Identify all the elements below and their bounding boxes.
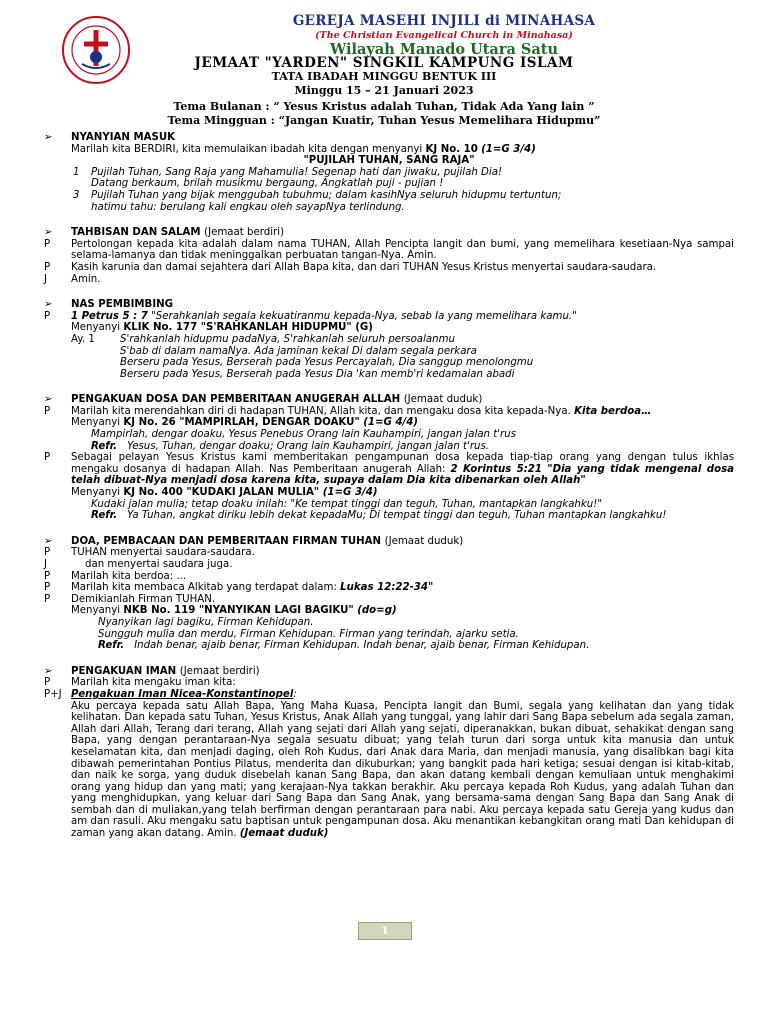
section-heading: ➢ TAHBISAN DAN SALAM (Jemaat berdiri) xyxy=(44,227,285,239)
song-title: NKB No. 119 "NYANYIKAN LAGI BAGIKU" xyxy=(123,605,354,617)
weekly-theme: Tema Mingguan : “Jangan Kuatir, Tuhan Yesus Memelihara Hidupmu” xyxy=(167,114,601,127)
congregation-name: JEMAAT "YARDEN" SINGKIL KAMPUNG ISLAM xyxy=(194,55,574,71)
section-tahbisan-dan-salam: ➢ TAHBISAN DAN SALAM (Jemaat berdiri) P Pertolongan kepada kita adalah dalam nama TUHAN, Allah Pencipta langit dan bumi, yang memelihara kesetiaan-Nya sampai selama-lamanya dan tidak meninggalkan perbuatan tangan-Nya. Amin. P Kasih karunia dan damai sejahtera dari Allah Bapa kita, dan dari TUHAN Yesus Kristus menyertai saudara-saudara. J Amin. xyxy=(44,227,734,285)
song-title: KJ No. 26 "MAMPIRLAH, DENGAR DOAKU" xyxy=(123,417,360,429)
song-title: KLIK No. 177 "S'RAHKANLAH HIDUPMU" (G) xyxy=(123,322,373,334)
section-heading: ➢ PENGAKUAN DOSA DAN PEMBERITAAN ANUGERAH ALLAH (Jemaat duduk) xyxy=(44,394,483,406)
arrow-bullet-icon: ➢ xyxy=(44,665,53,677)
creed-text: Aku percaya kepada satu Allah Bapa, Yang Maha Kuasa, Pencipta langit dan Bumi, segala yang kelihatan dan yang tidak kelihatan. Dan kepada satu Tuhan, Yesus Kristus, Anak Allah yang tunggal, yang lahir dari Sang Bapa sebelum ada segala zaman, Allah dari Allah, Terang dari terang, Allah yang sejati dari Allah yang sejati, diperanakkan, bukan dibuat, sehakikat dengan sang Bapa, yang dengan perantaraan-Nya segala sesuatu dibuat; yang telah turun dari sorga untuk kita manusia dan untuk keselamatan kita, dan menjadi daging, oleh Roh Kudus, dari Anak dara Maria, dan menjadi manusia, yang disalibkan bagi kita dibawah pemerintahan Pontius Pilatus, menderita dan dikuburkan; yang bangkit pada hari ketiga; sesuai dengan isi kitab-kitab, dan naik ke sorga, yang duduk disebelah kanan Sang Bapa, dan akan datang kembali dengan kemuliaan untuk menghakimi orang yang hidup dan yang mati; yang kerajaan-Nya takkan berakhir. Aku percaya kepada Roh Kudus, yang adalah Tuhan dan yang menghidupkan, yang keluar dari Sang Bapa dan Sang Anak, yang bersama-sama dengan Sang Bapa dan Sang Anak di sembah dan di muliakan,yang telah berfirman dengan perantaraan para nabi. Aku percaya kepada satu Gereja yang kudus dan am dan rasuli. Aku mengaku satu baptisan untuk pengampunan dosa. Aku menantikan kebangkitan orang mati Dan kehidupan di zaman yang akan datang. Amin. (Jemaat duduk) xyxy=(71,700,734,840)
section-pengakuan-iman: ➢ PENGAKUAN IMAN (Jemaat berdiri) P Marilah kita mengaku iman kita: P+J Pengakuan Iman Nicea-Konstantinopel: Aku percaya kepada satu Allah Bapa, Yang Maha Kuasa, Pencipta langit dan Bumi, segala yang kelihatan dan yang tidak kelihatan. Dan kepada satu Tuhan, Yesus Kristus, Anak Allah yang tunggal, yang lahir dari Sang Bapa sebelum ada segala zaman, Allah dari Allah, Terang dari terang, Allah yang sejati dari Allah yang sejati, diperanakkan, bukan dibuat, sehakikat dengan sang Bapa, yang dengan perantaraan-Nya segala sesuatu dibuat; yang telah turun dari sorga untuk kita manusia dan untuk keselamatan kita, dan menjadi daging, oleh Roh Kudus, dari Anak dara Maria, dan menjadi manusia, yang disalibkan bagi kita dibawah pemerintahan Pontius Pilatus, menderita dan dikuburkan; yang bangkit pada hari ketiga; sesuai dengan isi kitab-kitab, dan naik ke sorga, yang duduk disebelah kanan Sang Bapa, dan akan datang kembali dengan kemuliaan untuk menghakimi orang yang hidup dan yang mati; yang kerajaan-Nya takkan berakhir. Aku percaya kepada Roh Kudus, yang adalah Tuhan dan yang menghidupkan, yang keluar dari Sang Bapa dan Sang Anak, yang bersama-sama dengan Sang Bapa dan Sang Anak di sembah dan di muliakan,yang telah berfirman dengan perantaraan para nabi. Aku percaya kepada satu Gereja yang kudus dan am dan rasuli. Aku mengaku satu baptisan untuk pengampunan dosa. Aku menantikan kebangkitan orang mati Dan kehidupan di zaman yang akan datang. Amin. (Jemaat duduk) xyxy=(44,665,734,840)
arrow-bullet-icon: ➢ xyxy=(44,132,53,143)
section-nas-pembimbing: ➢ NAS PEMBIMBING P 1 Petrus 5 : 7 "Serahkanlah segala kekuatiranmu kepada-Nya, sebab Ia yang memelihara kamu." Menyanyi KLIK No. 177 "S'RAHKANLAH HIDUPMU" (G) Ay. 1 S'rahkanlah hidupmu padaNya, S'rahkanlah seluruh persoalanmu S'bab di dalam namaNya. Ada jaminan kekal Di dalam segala perkara Berseru pada Yesus, Berserah pada Yesus Percayalah, Dia sanggup menolongmu Berseru pada Yesus, Berserah pada Yesus Dia 'kan memb'ri kedamaian abadi xyxy=(44,299,734,380)
section-doa-pembacaan: ➢ DOA, PEMBACAAN DAN PEMBERITAAN FIRMAN TUHAN (Jemaat duduk) P TUHAN menyertai saudara-saudara. J dan menyertai saudara juga. P Marilah kita berdoa: ... P Marilah kita membaca Alkitab yang terdapat dalam: Lukas 12:22-34" P Demikianlah Firman TUHAN. Menyanyi NKB No. 119 "NYANYIKAN LAGI BAGIKU" (do=g) Nyanyikan lagi bagiku, Firman Kehidupan. Sungguh mulia dan merdu, Firman Kehidupan. Firman yang terindah, ajarku setia. Refr. Indah benar, ajaib benar, Firman Kehidupan. Indah benar, ajaib benar, Firman Kehidupan. xyxy=(44,536,734,652)
song-title: KJ No. 400 "KUDAKI JALAN MULIA" xyxy=(123,487,320,499)
church-name: GEREJA MASEHI INJILI di MINAHASA xyxy=(292,13,596,29)
section-heading: ➢ PENGAKUAN IMAN (Jemaat berdiri) xyxy=(44,665,260,677)
region-name: Wilayah Manado Utara Satu xyxy=(329,41,559,58)
verse: 1 Pujilah Tuhan, Sang Raja yang Mahamulia! Segenap hati dan jiwaku, pujilah Dia! xyxy=(73,166,503,178)
section-heading: ➢ DOA, PEMBACAAN DAN PEMBERITAAN FIRMAN TUHAN (Jemaat duduk) xyxy=(44,535,464,547)
section-heading: ➢ NAS PEMBIMBING xyxy=(44,299,173,311)
creed-title: Pengakuan Iman Nicea-Konstantinopel xyxy=(71,688,294,700)
arrow-bullet-icon: ➢ xyxy=(44,227,53,239)
arrow-bullet-icon: ➢ xyxy=(44,299,53,311)
liturgy-body xyxy=(44,132,734,840)
monthly-theme: Tema Bulanan : “ Yesus Kristus adalah Tuhan, Tidak Ada Yang lain ” xyxy=(173,100,595,113)
song-title: "PUJILAH TUHAN, SANG RAJA" xyxy=(303,155,475,167)
section-pengakuan-dosa: ➢ PENGAKUAN DOSA DAN PEMBERITAAN ANUGERAH ALLAH (Jemaat duduk) P Marilah kita merendahkan diri di hadapan TUHAN, Allah kita, dan mengaku dosa kita kepada-Nya. Kita berdoa… Menyanyi KJ No. 26 "MAMPIRLAH, DENGAR DOAKU" (1=G 4/4) Mampirlah, dengar doaku, Yesus Penebus Orang lain Kauhampiri, jangan jalan t'rus Refr. Yesus, Tuhan, dengar doaku; Orang lain Kauhampiri, jangan jalan t'rus. P Sebagai pelayan Yesus Kristus kami memberitakan pengampunan dosa kepada tiap-tiap orang yang dengan tulus ikhlas mengaku dosanya di hadapan Allah. Nas Pemberitaan anugerah Allah: 2 Korintus 5:21 "Dia yang tidak mengenal dosa telah dibuat-Nya menjadi dosa karena kita, supaya dalam Dia kita dibenarkan oleh Allah" Menyanyi KJ No. 400 "KUDAKI JALAN MULIA" (1=G 3/4) Kudaki jalan mulia; tetap doaku inilah: "Ke tempat tinggi dan teguh, Tuhan, mantapkan langkahku!" Refr. Ya Tuhan, angkat diriku lebih dekat kepadaMu; Di tempat tinggi dan teguh, Tuhan mantapkan langkahku! xyxy=(44,394,735,522)
section-heading: ➢ NYANYIAN MASUK xyxy=(44,132,175,143)
bible-reference: Lukas 12:22-34" xyxy=(340,582,434,594)
arrow-bullet-icon: ➢ xyxy=(44,394,53,406)
verse: 3 Pujilah Tuhan yang bijak menggubah tubuhmu; dalam kasihNya seluruh hidupmu tertuntun; xyxy=(73,189,562,201)
song-reference: KJ No. 10 xyxy=(425,143,478,155)
liturgy-title: TATA IBADAH MINGGU BENTUK III xyxy=(271,70,497,83)
arrow-bullet-icon: ➢ xyxy=(44,535,53,547)
service-date: Minggu 15 – 21 Januari 2023 xyxy=(294,84,474,97)
church-name-english: (The Christian Evangelical Church in Minahasa) xyxy=(315,30,573,41)
page-number: 1 xyxy=(358,922,412,940)
section-nyanyian-masuk: ➢ NYANYIAN MASUK Marilah kita BERDIRI, kita memulaikan ibadah kita dengan menyanyi KJ No. 10 (1=G 3/4) "PUJILAH TUHAN, SANG RAJA" 1 Pujilah Tuhan, Sang Raja yang Mahamulia! Segenap hati dan jiwaku, pujilah Dia! Datang berkaum, brilah musikmu bergaung, Angkatlah puji - pujian ! 3 Pujilah Tuhan yang bijak menggubah tubuhmu; dalam kasihNya seluruh hidupmu tertuntun; hatimu tahu: berulang kali engkau oleh sayapNya terlindung. xyxy=(44,132,734,213)
